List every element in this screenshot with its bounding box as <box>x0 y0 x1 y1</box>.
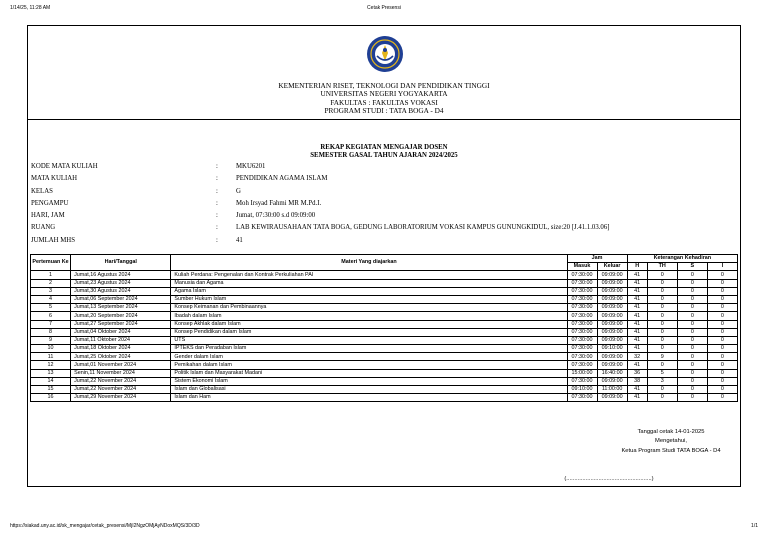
cell-hari: Jumat,27 September 2024 <box>71 320 171 328</box>
cell-masuk: 07:30:00 <box>567 336 597 344</box>
cell-hari: Jumat,20 September 2024 <box>71 312 171 320</box>
cell-materi: Konsep Akhlak dalam Islam <box>171 320 567 328</box>
col-header-keluar: Keluar <box>597 263 627 271</box>
cell-h: 41 <box>627 271 647 279</box>
cell-s: 0 <box>677 287 707 295</box>
cell-th: 0 <box>647 320 677 328</box>
cell-s: 0 <box>677 361 707 369</box>
cell-hari: Jumat,01 November 2024 <box>71 361 171 369</box>
cell-th: 0 <box>647 336 677 344</box>
cell-h: 41 <box>627 328 647 336</box>
cell-keluar: 09:09:00 <box>597 304 627 312</box>
info-value: 41 <box>236 236 243 244</box>
table-row <box>31 304 738 312</box>
table-row <box>31 394 738 402</box>
cell-h: 41 <box>627 361 647 369</box>
cell-i: 0 <box>707 271 737 279</box>
signatory-role: Ketua Program Studi TATA BOGA - D4 <box>621 447 721 454</box>
table-row <box>31 386 738 394</box>
cell-s: 0 <box>677 377 707 385</box>
info-row <box>31 173 731 185</box>
cell-materi: Sumber Hukum Islam <box>171 295 567 303</box>
cell-i: 0 <box>707 312 737 320</box>
info-colon: : <box>216 175 218 183</box>
cell-keluar: 09:09:00 <box>597 328 627 336</box>
cell-h: 41 <box>627 320 647 328</box>
info-colon: : <box>216 212 218 220</box>
info-label: MATA KULIAH <box>31 175 78 183</box>
cell-keluar: 09:09:00 <box>597 353 627 361</box>
cell-masuk: 07:30:00 <box>567 271 597 279</box>
cell-masuk: 07:30:00 <box>567 279 597 287</box>
table-row <box>31 369 738 377</box>
cell-i: 0 <box>707 361 737 369</box>
browser-print-header <box>10 5 758 15</box>
cell-materi: Ibadah dalam Islam <box>171 312 567 320</box>
cell-materi: UTS <box>171 336 567 344</box>
cell-masuk: 07:30:00 <box>567 377 597 385</box>
cell-s: 0 <box>677 353 707 361</box>
print-date: Tanggal cetak 14-01-2025 <box>637 429 705 435</box>
col-header-keterangan: Keterangan Kehadiran <box>627 255 737 263</box>
cell-th: 0 <box>647 345 677 353</box>
cell-th: 0 <box>647 304 677 312</box>
cell-keluar: 09:09:00 <box>597 279 627 287</box>
cell-materi: Kuliah Perdana: Pengenalan dan Kontrak Perkuliahan PAI <box>171 271 567 279</box>
cell-masuk: 07:30:00 <box>567 345 597 353</box>
cell-hari: Jumat,29 November 2024 <box>71 394 171 402</box>
ministry-name: KEMENTERIAN RISET, TEKNOLOGI DAN PENDIDIKAN TINGGI <box>278 81 490 90</box>
info-label: RUANG <box>31 224 56 232</box>
cell-pertemuan: 15 <box>31 386 71 394</box>
print-page-number: 1/1 <box>751 523 758 529</box>
cell-masuk: 07:30:00 <box>567 361 597 369</box>
cell-i: 0 <box>707 386 737 394</box>
col-header-hari: Hari/Tanggal <box>71 255 171 271</box>
cell-hari: Senin,11 November 2024 <box>71 369 171 377</box>
cell-materi: Konsep Pendidikan dalam Islam <box>171 328 567 336</box>
faculty-name: FAKULTAS : FAKULTAS VOKASI <box>330 97 438 107</box>
cell-h: 41 <box>627 386 647 394</box>
cell-hari: Jumat,16 Agustus 2024 <box>71 271 171 279</box>
info-value: LAB KEWIRAUSAHAAN TATA BOGA, GEDUNG LABORATORIUM VOKASI KAMPUS GUNUNGKIDUL, size:20 [J.41.1.03.06] <box>236 224 610 232</box>
university-logo-icon <box>365 34 405 74</box>
cell-masuk: 07:30:00 <box>567 353 597 361</box>
acknowledged-label: Mengetahui, <box>655 438 687 445</box>
cell-s: 0 <box>677 304 707 312</box>
cell-pertemuan: 16 <box>31 394 71 402</box>
cell-s: 0 <box>677 279 707 287</box>
cell-keluar: 09:09:00 <box>597 287 627 295</box>
cell-materi: Sistem Ekonomi Islam <box>171 377 567 385</box>
table-row <box>31 328 738 336</box>
cell-keluar: 09:09:00 <box>597 295 627 303</box>
cell-materi: Gender dalam Islam <box>171 353 567 361</box>
cell-materi: IPTEKS dan Peradaban Islam <box>171 345 567 353</box>
cell-th: 0 <box>647 394 677 402</box>
info-row <box>31 198 731 210</box>
cell-i: 0 <box>707 295 737 303</box>
cell-pertemuan: 11 <box>31 353 71 361</box>
info-label: PENGAMPU <box>31 199 69 207</box>
cell-materi: Pemikahan dalam Islam <box>171 361 567 369</box>
cell-materi: Konsep Keimanan dan Pembinaannya <box>171 304 567 312</box>
cell-hari: Jumat,18 Oktober 2024 <box>71 345 171 353</box>
cell-pertemuan: 12 <box>31 361 71 369</box>
cell-masuk: 07:30:00 <box>567 287 597 295</box>
cell-h: 41 <box>627 345 647 353</box>
cell-h: 38 <box>627 377 647 385</box>
table-row <box>31 279 738 287</box>
info-row <box>31 210 731 222</box>
cell-s: 0 <box>677 295 707 303</box>
cell-i: 0 <box>707 345 737 353</box>
table-row <box>31 295 738 303</box>
info-row <box>31 235 731 247</box>
table-row <box>31 353 738 361</box>
cell-hari: Jumat,23 Agustus 2024 <box>71 279 171 287</box>
cell-h: 41 <box>627 312 647 320</box>
table-header-row <box>31 255 738 263</box>
info-value: Moh Irsyad Fahmi MR M.Pd.I. <box>236 199 322 207</box>
cell-masuk: 07:30:00 <box>567 312 597 320</box>
cell-pertemuan: 13 <box>31 369 71 377</box>
table-row <box>31 377 738 385</box>
cell-pertemuan: 3 <box>31 287 71 295</box>
cell-th: 0 <box>647 386 677 394</box>
col-header-jam: Jam <box>567 255 627 263</box>
cell-h: 32 <box>627 353 647 361</box>
col-header-s: S <box>677 263 707 271</box>
cell-h: 41 <box>627 287 647 295</box>
info-colon: : <box>216 224 218 232</box>
cell-masuk: 07:30:00 <box>567 394 597 402</box>
cell-pertemuan: 14 <box>31 377 71 385</box>
cell-materi: Islam dan Globalisasi <box>171 386 567 394</box>
cell-keluar: 09:10:00 <box>597 345 627 353</box>
table-body <box>31 271 738 402</box>
cell-th: 0 <box>647 279 677 287</box>
cell-materi: Manusia dan Agama <box>171 279 567 287</box>
info-colon: : <box>216 163 218 170</box>
cell-materi: Islam dan Ham <box>171 394 567 402</box>
cell-th: 0 <box>647 287 677 295</box>
signature-line: (.....................................................) <box>564 476 654 482</box>
print-timestamp: 1/14/25, 11:28 AM <box>10 5 51 11</box>
report-title <box>28 144 740 160</box>
cell-h: 41 <box>627 394 647 402</box>
cell-th: 0 <box>647 295 677 303</box>
print-page-title: Cetak Presensi <box>367 5 401 11</box>
info-colon: : <box>216 187 218 195</box>
info-row <box>31 222 731 234</box>
col-header-i: I <box>707 263 737 271</box>
cell-s: 0 <box>677 345 707 353</box>
study-program: PROGRAM STUDI : TATA BOGA - D4 <box>324 106 444 116</box>
cell-hari: Jumat,22 November 2024 <box>71 386 171 394</box>
cell-i: 0 <box>707 320 737 328</box>
course-info <box>31 161 731 247</box>
cell-h: 36 <box>627 369 647 377</box>
cell-th: 3 <box>647 377 677 385</box>
cell-masuk: 07:30:00 <box>567 320 597 328</box>
table-row <box>31 345 738 353</box>
info-value: MKU6201 <box>236 163 266 170</box>
cell-masuk: 07:30:00 <box>567 328 597 336</box>
cell-i: 0 <box>707 328 737 336</box>
cell-s: 0 <box>677 369 707 377</box>
cell-keluar: 09:09:00 <box>597 271 627 279</box>
cell-s: 0 <box>677 312 707 320</box>
cell-hari: Jumat,04 Oktober 2024 <box>71 328 171 336</box>
info-label: HARI, JAM <box>31 212 65 220</box>
browser-print-footer <box>10 523 758 533</box>
cell-pertemuan: 1 <box>31 271 71 279</box>
university-name: UNIVERSITAS NEGERI YOGYAKARTA <box>320 89 448 99</box>
info-value: Jumat, 07:30:00 s.d 09:09:00 <box>236 212 316 220</box>
signature-block <box>551 428 768 456</box>
cell-pertemuan: 5 <box>31 304 71 312</box>
cell-hari: Jumat,13 September 2024 <box>71 304 171 312</box>
cell-keluar: 09:09:00 <box>597 361 627 369</box>
table-row <box>31 336 738 344</box>
info-value: G <box>236 187 241 195</box>
attendance-table <box>30 254 738 402</box>
report-title-line1: REKAP KEGIATAN MENGAJAR DOSEN <box>320 144 448 151</box>
cell-th: 0 <box>647 312 677 320</box>
cell-pertemuan: 9 <box>31 336 71 344</box>
info-label: JUMLAH MHS <box>31 236 75 244</box>
cell-s: 0 <box>677 386 707 394</box>
info-row <box>31 161 731 173</box>
cell-hari: Jumat,06 September 2024 <box>71 295 171 303</box>
cell-pertemuan: 4 <box>31 295 71 303</box>
cell-i: 0 <box>707 304 737 312</box>
col-header-materi: Materi Yang diajarkan <box>171 255 567 271</box>
info-value: PENDIDIKAN AGAMA ISLAM <box>236 175 328 183</box>
print-url: https://siakad.uny.ac.id/sk_mengajar/cetak_presensi/MjI2NgzOMjAyNDoxMQS/3D/3D <box>10 523 200 529</box>
cell-masuk: 07:30:00 <box>567 304 597 312</box>
institution-heading <box>28 82 740 116</box>
cell-pertemuan: 7 <box>31 320 71 328</box>
cell-pertemuan: 2 <box>31 279 71 287</box>
col-header-h: H <box>627 263 647 271</box>
cell-s: 0 <box>677 336 707 344</box>
cell-hari: Jumat,25 Oktober 2024 <box>71 353 171 361</box>
table-row <box>31 312 738 320</box>
cell-pertemuan: 8 <box>31 328 71 336</box>
cell-hari: Jumat,30 Agustus 2024 <box>71 287 171 295</box>
cell-s: 0 <box>677 271 707 279</box>
info-colon: : <box>216 236 218 244</box>
cell-h: 41 <box>627 279 647 287</box>
cell-s: 0 <box>677 328 707 336</box>
info-label: KELAS <box>31 187 53 195</box>
cell-keluar: 09:09:00 <box>597 336 627 344</box>
cell-th: 9 <box>647 353 677 361</box>
col-header-th: TH <box>647 263 677 271</box>
cell-hari: Jumat,22 November 2024 <box>71 377 171 385</box>
cell-h: 41 <box>627 304 647 312</box>
cell-materi: Agama Islam <box>171 287 567 295</box>
cell-hari: Jumat,11 Oktober 2024 <box>71 336 171 344</box>
cell-i: 0 <box>707 369 737 377</box>
header-divider <box>28 119 740 120</box>
report-title-line2: SEMESTER GASAL TAHUN AJARAN 2024/2025 <box>310 152 458 159</box>
cell-masuk: 09:10:00 <box>567 386 597 394</box>
info-row <box>31 186 731 198</box>
cell-keluar: 16:40:00 <box>597 369 627 377</box>
cell-keluar: 09:09:00 <box>597 320 627 328</box>
cell-i: 0 <box>707 377 737 385</box>
cell-pertemuan: 6 <box>31 312 71 320</box>
col-header-pertemuan: Pertemuan Ke <box>31 255 71 271</box>
cell-s: 0 <box>677 320 707 328</box>
cell-th: 0 <box>647 271 677 279</box>
col-header-masuk: Masuk <box>567 263 597 271</box>
report-frame <box>27 25 741 487</box>
table-row <box>31 361 738 369</box>
cell-h: 41 <box>627 336 647 344</box>
info-label: KODE MATA KULIAH <box>31 163 98 170</box>
table-row <box>31 320 738 328</box>
cell-i: 0 <box>707 287 737 295</box>
cell-keluar: 09:09:00 <box>597 377 627 385</box>
cell-th: 0 <box>647 328 677 336</box>
cell-th: 0 <box>647 361 677 369</box>
cell-i: 0 <box>707 336 737 344</box>
cell-keluar: 11:00:00 <box>597 386 627 394</box>
cell-s: 0 <box>677 394 707 402</box>
cell-th: 5 <box>647 369 677 377</box>
cell-masuk: 07:30:00 <box>567 295 597 303</box>
cell-pertemuan: 10 <box>31 345 71 353</box>
table-row <box>31 271 738 279</box>
cell-materi: Politik Islam dan Masyarakat Madani <box>171 369 567 377</box>
cell-i: 0 <box>707 279 737 287</box>
table-row <box>31 287 738 295</box>
cell-h: 41 <box>627 295 647 303</box>
cell-i: 0 <box>707 394 737 402</box>
cell-keluar: 09:09:00 <box>597 394 627 402</box>
cell-masuk: 15:00:00 <box>567 369 597 377</box>
cell-keluar: 09:09:00 <box>597 312 627 320</box>
info-colon: : <box>216 199 218 207</box>
cell-i: 0 <box>707 353 737 361</box>
